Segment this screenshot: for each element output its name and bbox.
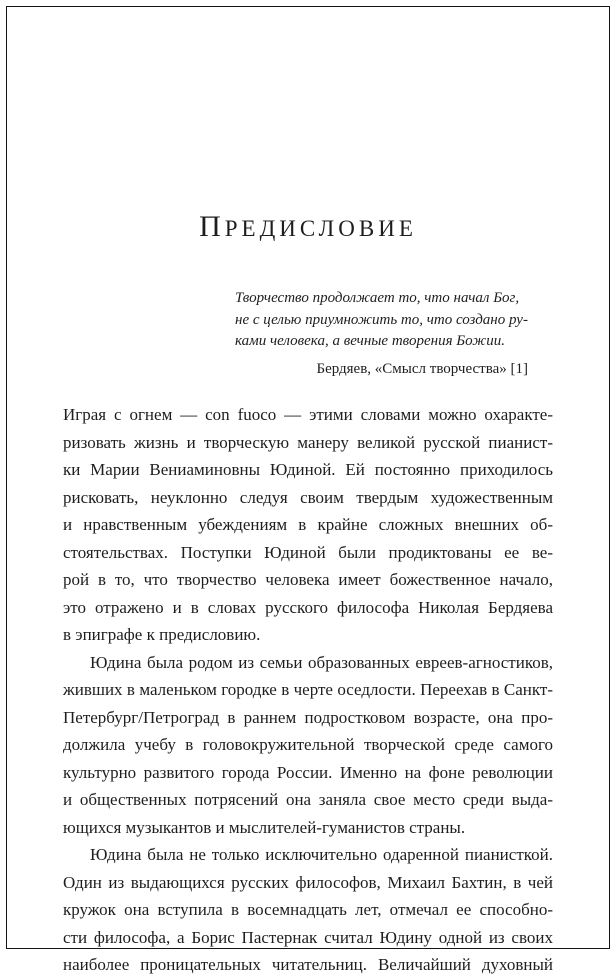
text-line: ки Марии Вениаминовны Юдиной. Ей постоянно приходилось: [63, 460, 553, 479]
text-line: не с целью приумножить то, что создано ру-: [235, 311, 528, 328]
text-line: живших в маленьком городке в черте оседлости. Переехав в Санкт-: [63, 680, 553, 699]
paragraph-3: [63, 841, 553, 979]
chapter-title-rest: РЕДИСЛОВИЕ: [224, 216, 417, 241]
paragraph-1-last-line: в эпиграфе к предисловию.: [63, 625, 261, 644]
chapter-title-initial: П: [199, 210, 225, 243]
text-line: культурно развитого города России. Именно на фоне революции: [63, 762, 553, 782]
text-line: это отражено и в словах русского философа Николая Бердяева: [63, 597, 553, 617]
text-line: ризовать жизнь и творческую манеру великой русской пианист-: [63, 432, 553, 452]
paragraph-2-lines: [63, 649, 553, 814]
body-text: [63, 401, 553, 979]
text-line: Юдина была родом из семьи образованных евреев-агностиков,: [90, 652, 553, 672]
text-line: Играя с огнем — con fuoco — этими словами можно охаракте-: [63, 405, 553, 424]
text-line: Юдина была не только исключительно одаренной пианисткой.: [90, 845, 553, 864]
text-line: рисковать, неуклонно следуя своим твердым художественным: [63, 487, 553, 507]
chapter-title: [63, 206, 553, 248]
paragraph-1-lines: [63, 401, 553, 621]
text-line: ками человека, а вечные творения Божии.: [235, 333, 505, 349]
text-line: Один из выдающихся русских философов, Михаил Бахтин, в чей: [63, 872, 553, 892]
text-line: сти философа, а Борис Пастернак считал Юдину одной из своих: [63, 927, 553, 947]
text-line: и общественных потрясений она заняла свое место среди выда-: [63, 790, 553, 809]
epigraph: [235, 288, 528, 380]
text-line: стоятельствах. Поступки Юдиной были продиктованы ее ве-: [63, 542, 553, 562]
text-line: должила учебу в головокружительной творческой среде самого: [63, 735, 553, 754]
text-line: наиболее проницательных читательниц. Величайший духовный: [63, 955, 553, 974]
page-content: [63, 0, 553, 979]
paragraph-3-lines: [63, 841, 553, 979]
paragraph-1: [63, 401, 553, 649]
text-line: Петербург/Петроград в раннем подростковом возрасте, она про-: [63, 707, 553, 727]
text-line: кружок она вступила в восемнадцать лет, отмечал ее способно-: [63, 900, 553, 919]
paragraph-2: [63, 649, 553, 842]
epigraph-attribution: Бердяев, «Смысл творчества» [1]: [316, 360, 528, 377]
epigraph-text: [235, 288, 528, 353]
text-line: и нравственным убеждениям в крайне сложных внешних об-: [63, 515, 553, 534]
paragraph-2-last-line: ющихся музыкантов и мыслителей-гуманистов страны.: [63, 817, 466, 837]
text-line: Творчество продолжает то, что начал Бог,: [235, 290, 520, 306]
text-line: рой в то, что творчество человека имеет божественное начало,: [63, 570, 553, 589]
